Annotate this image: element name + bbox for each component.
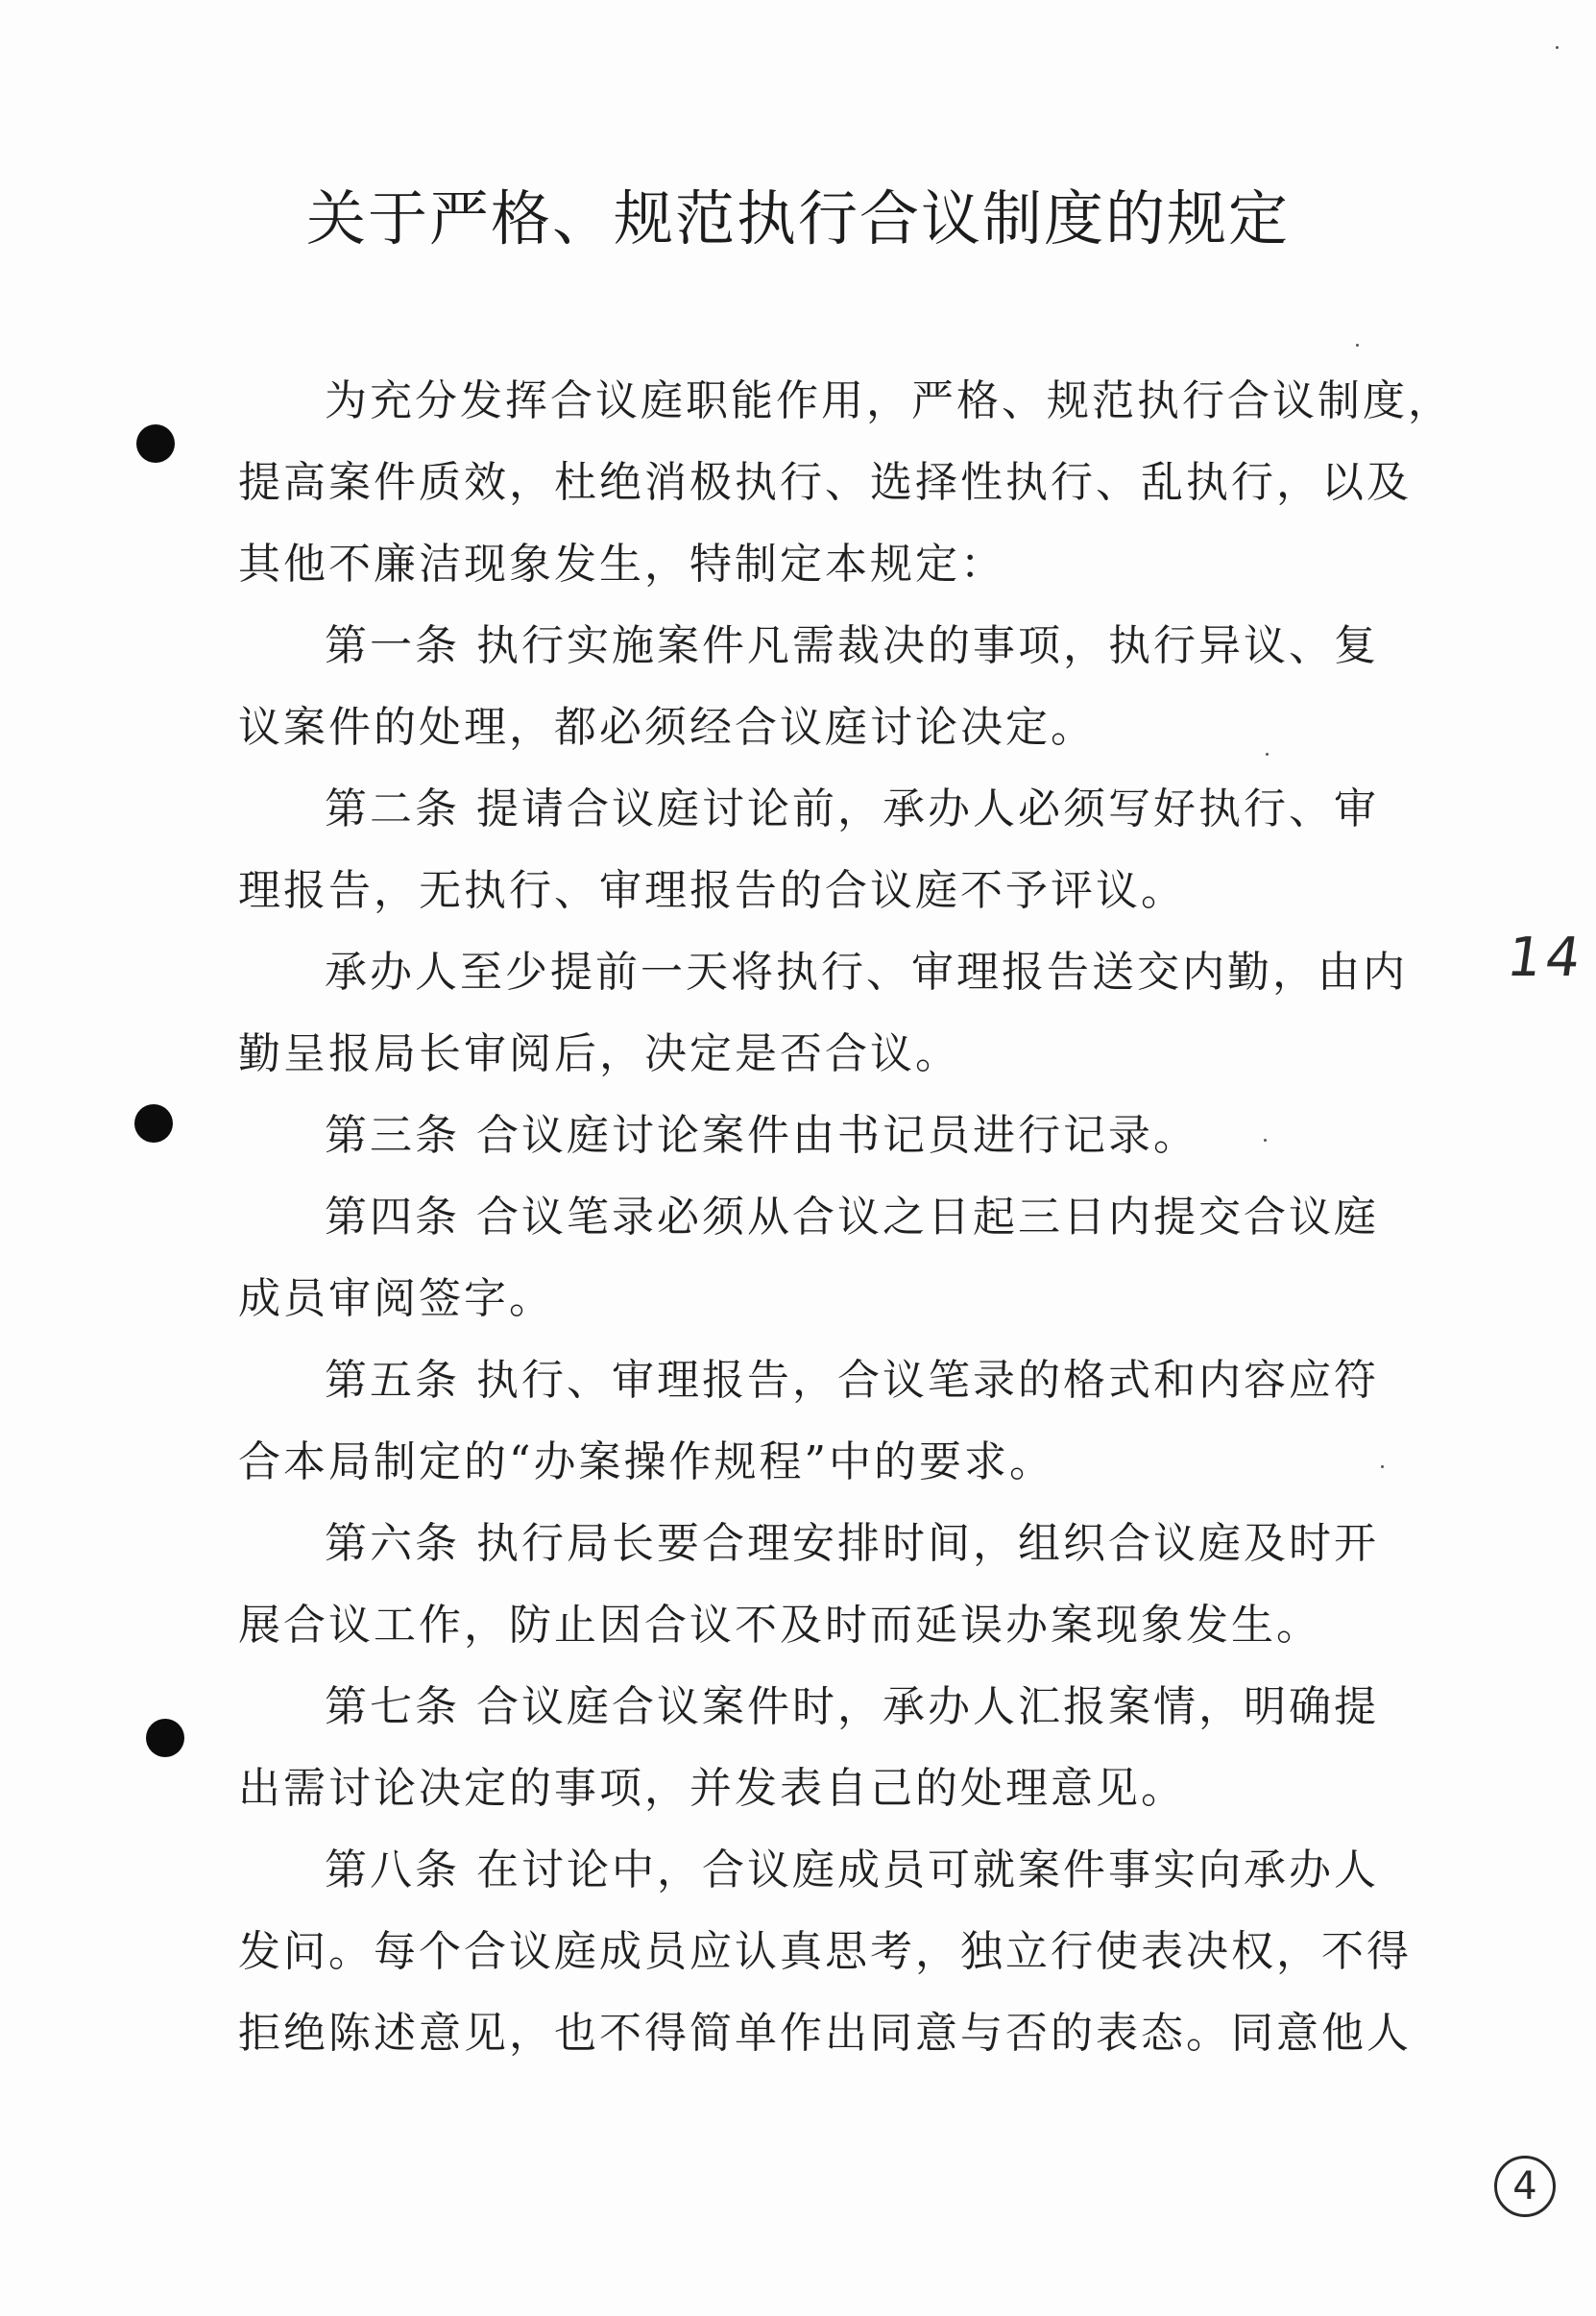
body-line: 第五条 执行、审理报告，合议笔录的格式和内容应符 [325, 1356, 1379, 1405]
scan-speck [1356, 344, 1359, 347]
scan-speck [1264, 1139, 1267, 1142]
body-line: 第三条 合议庭讨论案件由书记员进行记录。 [325, 1111, 1198, 1160]
document-title: 关于严格、规范执行合议制度的规定 [305, 183, 1290, 253]
body-line: 提高案件质效，杜绝消极执行、选择性执行、乱执行，以及 [238, 458, 1412, 507]
body-line: 其他不廉洁现象发生，特制定本规定： [238, 540, 1005, 589]
body-line: 第六条 执行局长要合理安排时间，组织合议庭及时开 [325, 1519, 1379, 1568]
body-line: 议案件的处理，都必须经合议庭讨论决定。 [238, 703, 1096, 752]
body-line: 合本局制定的“办案操作规程”中的要求。 [238, 1437, 1054, 1486]
punch-hole-top [136, 424, 175, 463]
body-line: 第二条 提请合议庭讨论前，承办人必须写好执行、审 [325, 784, 1379, 833]
handwritten-page-number: 4 [1494, 2156, 1556, 2217]
body-line: 第八条 在讨论中，合议庭成员可就案件事实向承办人 [325, 1846, 1379, 1894]
body-line: 第四条 合议笔录必须从合议之日起三日内提交合议庭 [325, 1193, 1379, 1242]
body-line: 理报告，无执行、审理报告的合议庭不予评议。 [238, 866, 1186, 915]
scan-speck [1266, 753, 1269, 756]
document-body [238, 360, 1453, 2074]
handwritten-margin-number: 14 [1503, 927, 1588, 989]
body-line: 勤呈报局长审阅后，决定是否合议。 [238, 1029, 960, 1078]
body-line: 第一条 执行实施案件凡需裁决的事项，执行异议、复 [325, 621, 1379, 670]
body-line: 成员审阅签字。 [238, 1274, 554, 1323]
punch-hole-bottom [146, 1719, 184, 1757]
scan-speck [1556, 46, 1559, 49]
body-line: 承办人至少提前一天将执行、审理报告送交内勤，由内 [325, 948, 1408, 997]
body-line: 出需讨论决定的事项，并发表自己的处理意见。 [238, 1764, 1186, 1813]
body-line: 展合议工作，防止因合议不及时而延误办案现象发生。 [238, 1601, 1321, 1650]
scan-speck [1381, 1465, 1384, 1468]
body-line: 拒绝陈述意见，也不得简单作出同意与否的表态。同意他人 [238, 2009, 1412, 2058]
body-line: 发问。每个合议庭成员应认真思考，独立行使表决权，不得 [238, 1927, 1412, 1976]
body-line: 为充分发挥合议庭职能作用，严格、规范执行合议制度， [325, 376, 1453, 425]
body-line: 第七条 合议庭合议案件时，承办人汇报案情，明确提 [325, 1682, 1379, 1731]
punch-hole-middle [134, 1104, 173, 1143]
